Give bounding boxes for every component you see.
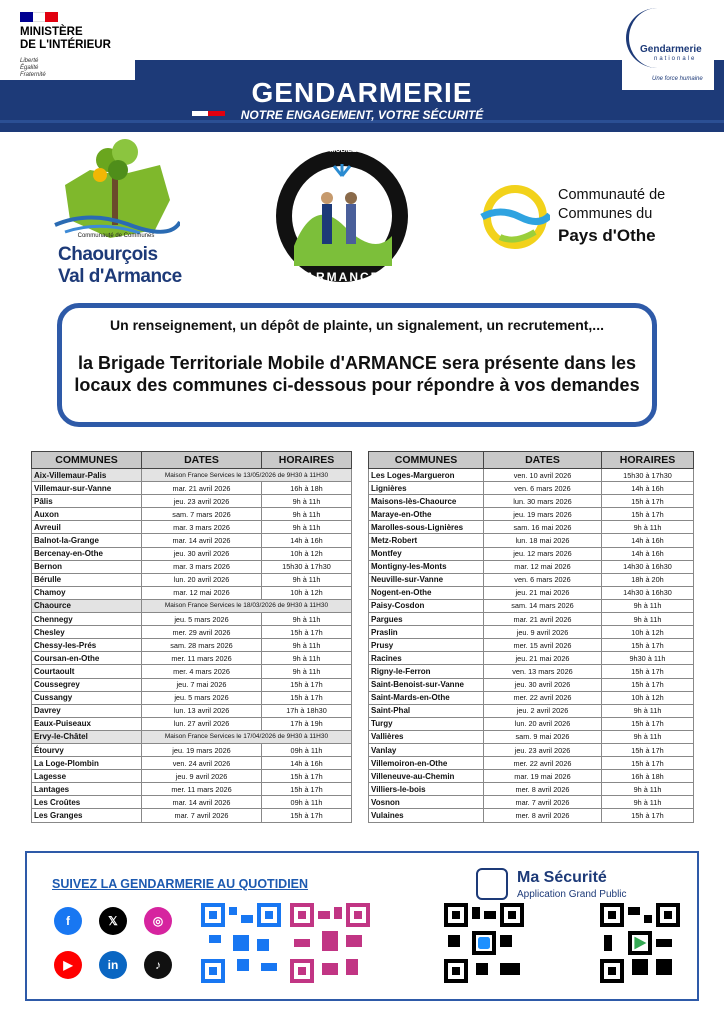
commune-cell: Paisy-Cosdon <box>369 599 484 612</box>
republique-flag-icon <box>20 12 58 22</box>
hours-cell: 9h à 11h <box>262 521 352 534</box>
date-cell: mar. 19 mai 2026 <box>484 770 602 783</box>
hours-cell: 9h à 11h <box>262 665 352 678</box>
btm-badge-top-text: BRIGADE TERRITORIALE MOBILE <box>300 140 386 154</box>
ma-securite-subtitle: Application Grand Public <box>517 889 627 900</box>
gn-name: Gendarmerie <box>640 44 702 55</box>
hours-cell: 15h à 17h <box>602 495 694 508</box>
ccc-name-line1: Chaourçois <box>58 244 158 265</box>
date-cell: jeu. 19 mars 2026 <box>484 508 602 521</box>
date-cell: mer. 15 avril 2026 <box>484 639 602 652</box>
date-cell: mar. 3 mars 2026 <box>142 560 262 573</box>
commune-cell: Courtaoult <box>32 665 142 678</box>
commune-cell: Maisons-lès-Chaource <box>369 495 484 508</box>
commune-cell: Chamoy <box>32 586 142 599</box>
commune-cell: Praslin <box>369 626 484 639</box>
hours-cell: 9h à 11h <box>262 495 352 508</box>
commune-cell: Pâlis <box>32 495 142 508</box>
date-cell: jeu. 7 mai 2026 <box>142 678 262 691</box>
hours-cell: 9h à 11h <box>262 639 352 652</box>
gn-slogan: Une force humaine <box>652 76 703 82</box>
hours-cell: 15h à 17h <box>602 678 694 691</box>
commune-cell: Coussegrey <box>32 678 142 691</box>
table-row <box>32 691 352 704</box>
commune-cell: Racines <box>369 652 484 665</box>
table-row <box>369 586 694 599</box>
table-row <box>32 586 352 599</box>
instagram-icon[interactable]: ◎ <box>144 907 172 935</box>
commune-cell: Bercenay-en-Othe <box>32 547 142 560</box>
hours-cell: 14h à 16h <box>602 547 694 560</box>
hours-cell: 9h à 11h <box>262 652 352 665</box>
date-cell: sam. 9 mai 2026 <box>484 730 602 743</box>
hours-cell: 14h30 à 16h30 <box>602 586 694 599</box>
table-row <box>369 599 694 612</box>
commune-cell: Cussangy <box>32 691 142 704</box>
hours-cell: 15h30 à 17h30 <box>262 560 352 573</box>
gn-national: nationale <box>654 56 697 62</box>
table-row <box>32 717 352 730</box>
table-row <box>369 469 694 482</box>
table-row <box>369 783 694 796</box>
table-row <box>32 508 352 521</box>
table-row <box>32 809 352 822</box>
table-row <box>32 547 352 560</box>
ccpo-line3: Pays d'Othe <box>558 226 656 245</box>
table-row <box>32 665 352 678</box>
commune-cell: Coursan-en-Othe <box>32 652 142 665</box>
table-row <box>32 560 352 573</box>
table-row <box>369 691 694 704</box>
commune-cell: Villemoiron-en-Othe <box>369 757 484 770</box>
table-row <box>32 495 352 508</box>
date-cell: sam. 14 mars 2026 <box>484 599 602 612</box>
hours-cell: 9h à 11h <box>602 783 694 796</box>
commune-cell: Saint-Phal <box>369 704 484 717</box>
table-row <box>369 495 694 508</box>
table-row <box>32 730 352 743</box>
table-row <box>369 508 694 521</box>
btm-badge-bottom-text: ARMANCE <box>305 270 381 284</box>
table-row <box>369 743 694 756</box>
date-cell: mar. 14 avril 2026 <box>142 796 262 809</box>
date-cell: ven. 13 mars 2026 <box>484 665 602 678</box>
table-row <box>32 534 352 547</box>
commune-cell: Vallières <box>369 730 484 743</box>
hours-cell: 15h à 17h <box>262 809 352 822</box>
date-cell: jeu. 2 avril 2026 <box>484 704 602 717</box>
header-horaires: HORAIRES <box>262 452 352 469</box>
date-cell: jeu. 9 avril 2026 <box>142 770 262 783</box>
hours-cell: 9h à 11h <box>602 599 694 612</box>
hours-cell: 10h à 12h <box>262 586 352 599</box>
facebook-qr-code[interactable] <box>201 903 281 983</box>
commune-cell: Lantages <box>32 783 142 796</box>
hours-cell: 15h à 17h <box>262 783 352 796</box>
date-cell: sam. 7 mars 2026 <box>142 508 262 521</box>
hours-cell: 9h à 11h <box>602 730 694 743</box>
hours-cell: 15h à 17h <box>262 770 352 783</box>
commune-cell: Vanlay <box>369 743 484 756</box>
ccpo-line2: Communes du <box>558 206 653 222</box>
hours-cell: 14h à 16h <box>602 534 694 547</box>
hours-cell: 18h à 20h <box>602 573 694 586</box>
table-row <box>32 770 352 783</box>
commune-cell: Lagesse <box>32 770 142 783</box>
google-play-qr-code[interactable] <box>600 903 680 983</box>
date-cell: jeu. 9 avril 2026 <box>484 626 602 639</box>
date-cell: lun. 30 mars 2026 <box>484 495 602 508</box>
hours-cell: 9h30 à 11h <box>602 652 694 665</box>
hours-cell: 16h à 18h <box>262 482 352 495</box>
ministry-title: MINISTÈRE DE L'INTÉRIEUR <box>20 26 111 51</box>
commune-cell: Metz-Robert <box>369 534 484 547</box>
table-row <box>369 717 694 730</box>
commune-cell: Eaux-Puiseaux <box>32 717 142 730</box>
hours-cell: 14h30 à 16h30 <box>602 560 694 573</box>
commune-cell: Saint-Mards-en-Othe <box>369 691 484 704</box>
header-dates: DATES <box>142 452 262 469</box>
date-cell: sam. 28 mars 2026 <box>142 639 262 652</box>
commune-cell: Saint-Benoist-sur-Vanne <box>369 678 484 691</box>
commune-cell: Villemaur-sur-Vanne <box>32 482 142 495</box>
date-cell: jeu. 21 mai 2026 <box>484 652 602 665</box>
hours-cell: 9h à 11h <box>262 508 352 521</box>
table-row <box>32 704 352 717</box>
table-row <box>32 626 352 639</box>
date-cell: mar. 7 avril 2026 <box>484 796 602 809</box>
table-row <box>369 573 694 586</box>
hours-cell: 09h à 11h <box>262 796 352 809</box>
hours-cell: 15h à 17h <box>262 678 352 691</box>
ccc-name-line2: Val d'Armance <box>58 266 182 287</box>
note-cell: Maison France Services le 18/03/2026 de 9H30 à 11H30 <box>142 599 352 612</box>
hours-cell: 15h à 17h <box>602 757 694 770</box>
hours-cell: 17h à 18h30 <box>262 704 352 717</box>
table-row <box>32 599 352 612</box>
commune-cell: Chessy-les-Prés <box>32 639 142 652</box>
commune-cell: Les Loges-Margueron <box>369 469 484 482</box>
commune-cell: Auxon <box>32 508 142 521</box>
date-cell: mer. 11 mars 2026 <box>142 652 262 665</box>
hours-cell: 14h à 16h <box>262 757 352 770</box>
hours-cell: 15h à 17h <box>602 639 694 652</box>
date-cell: lun. 18 mai 2026 <box>484 534 602 547</box>
date-cell: ven. 6 mars 2026 <box>484 573 602 586</box>
date-cell: jeu. 5 mars 2026 <box>142 691 262 704</box>
app-store-qr-code[interactable] <box>444 903 524 983</box>
date-cell: mar. 12 mai 2026 <box>142 586 262 599</box>
date-cell: sam. 16 mai 2026 <box>484 521 602 534</box>
header-dates: DATES <box>484 452 602 469</box>
table-row <box>369 482 694 495</box>
table-row <box>32 573 352 586</box>
commune-cell: Vosnon <box>369 796 484 809</box>
date-cell: jeu. 30 avril 2026 <box>142 547 262 560</box>
commune-cell: Vulaines <box>369 809 484 822</box>
commune-cell: Villiers-le-bois <box>369 783 484 796</box>
commune-cell: Davrey <box>32 704 142 717</box>
hours-cell: 15h à 17h <box>602 743 694 756</box>
date-cell: mer. 8 avril 2026 <box>484 783 602 796</box>
ccc-label: Communauté de Communes <box>77 233 155 239</box>
ccpo-line1: Communauté de <box>558 187 666 203</box>
hours-cell: 09h à 11h <box>262 743 352 756</box>
date-cell: mer. 22 avril 2026 <box>484 757 602 770</box>
table-row <box>32 482 352 495</box>
commune-cell: Chaource <box>32 599 142 612</box>
table-row <box>369 613 694 626</box>
hours-cell: 14h à 16h <box>262 534 352 547</box>
table-row <box>369 626 694 639</box>
hours-cell: 9h à 11h <box>602 796 694 809</box>
date-cell: mar. 7 avril 2026 <box>142 809 262 822</box>
x-twitter-icon[interactable]: 𝕏 <box>99 907 127 935</box>
hours-cell: 14h à 16h <box>602 482 694 495</box>
table-row <box>369 665 694 678</box>
hours-cell: 15h30 à 17h30 <box>602 469 694 482</box>
table-row <box>369 560 694 573</box>
table-row <box>32 796 352 809</box>
date-cell: ven. 24 avril 2026 <box>142 757 262 770</box>
date-cell: mar. 21 avril 2026 <box>484 613 602 626</box>
table-row <box>32 678 352 691</box>
commune-cell: Les Granges <box>32 809 142 822</box>
gendarmerie-title: GENDARMERIE <box>251 77 473 108</box>
commune-cell: Turgy <box>369 717 484 730</box>
date-cell: jeu. 5 mars 2026 <box>142 613 262 626</box>
date-cell: mar. 21 avril 2026 <box>142 482 262 495</box>
hours-cell: 9h à 11h <box>602 521 694 534</box>
commune-cell: Ervy-le-Châtel <box>32 730 142 743</box>
table-row <box>32 521 352 534</box>
ma-securite-app-icon <box>476 868 508 900</box>
date-cell: jeu. 30 avril 2026 <box>484 678 602 691</box>
date-cell: mar. 14 avril 2026 <box>142 534 262 547</box>
date-cell: mer. 29 avril 2026 <box>142 626 262 639</box>
hours-cell: 10h à 12h <box>602 626 694 639</box>
table-row <box>32 783 352 796</box>
commune-cell: Les Croûtes <box>32 796 142 809</box>
hours-cell: 15h à 17h <box>602 717 694 730</box>
message-main: la Brigade Territoriale Mobile d'ARMANCE sera présente dans les locaux des communes ci-dessous pour répondre à vos demandes <box>74 353 640 395</box>
commune-cell: Lignières <box>369 482 484 495</box>
date-cell: jeu. 23 avril 2026 <box>142 495 262 508</box>
table-row <box>369 796 694 809</box>
ccpo-swirl-icon <box>480 182 550 252</box>
table-row <box>32 469 352 482</box>
hours-cell: 10h à 12h <box>262 547 352 560</box>
date-cell: ven. 10 avril 2026 <box>484 469 602 482</box>
date-cell: lun. 27 avril 2026 <box>142 717 262 730</box>
commune-cell: Montigny-les-Monts <box>369 560 484 573</box>
commune-cell: Neuville-sur-Vanne <box>369 573 484 586</box>
commune-cell: Aix-Villemaur-Palis <box>32 469 142 482</box>
hours-cell: 9h à 11h <box>602 613 694 626</box>
date-cell: mar. 12 mai 2026 <box>484 560 602 573</box>
linkedin-icon[interactable]: in <box>99 951 127 979</box>
hours-cell: 16h à 18h <box>602 770 694 783</box>
date-cell: jeu. 19 mars 2026 <box>142 743 262 756</box>
commune-cell: Chesley <box>32 626 142 639</box>
commune-cell: Pargues <box>369 613 484 626</box>
date-cell: jeu. 21 mai 2026 <box>484 586 602 599</box>
schedule-table-left <box>31 451 352 823</box>
table-row <box>369 678 694 691</box>
info-message-box <box>57 303 657 427</box>
commune-cell: Étourvy <box>32 743 142 756</box>
commune-cell: Chennegy <box>32 613 142 626</box>
table-row <box>32 757 352 770</box>
date-cell: mer. 22 avril 2026 <box>484 691 602 704</box>
header-horaires: HORAIRES <box>602 452 694 469</box>
commune-cell: Prusy <box>369 639 484 652</box>
date-cell: jeu. 12 mars 2026 <box>484 547 602 560</box>
ma-securite-title: Ma Sécurité <box>517 869 607 886</box>
header-communes: COMMUNES <box>32 452 142 469</box>
commune-cell: Maraye-en-Othe <box>369 508 484 521</box>
table-row <box>32 652 352 665</box>
follow-link[interactable]: SUIVEZ LA GENDARMERIE AU QUOTIDIEN <box>52 877 309 891</box>
table-row <box>32 639 352 652</box>
republic-motto: Liberté Égalité Fraternité <box>20 58 46 78</box>
date-cell: jeu. 23 avril 2026 <box>484 743 602 756</box>
hours-cell: 10h à 12h <box>602 691 694 704</box>
instagram-qr-code[interactable] <box>290 903 370 983</box>
date-cell: ven. 6 mars 2026 <box>484 482 602 495</box>
hours-cell: 17h à 19h <box>262 717 352 730</box>
hours-cell: 9h à 11h <box>262 573 352 586</box>
note-cell: Maison France Services le 17/04/2026 de 9H30 à 11H30 <box>142 730 352 743</box>
commune-cell: Villeneuve-au-Chemin <box>369 770 484 783</box>
date-cell: mer. 4 mars 2026 <box>142 665 262 678</box>
table-row <box>369 770 694 783</box>
gendarmerie-subtitle: NOTRE ENGAGEMENT, VOTRE SÉCURITÉ <box>240 108 484 122</box>
date-cell: mar. 3 mars 2026 <box>142 521 262 534</box>
table-row <box>369 704 694 717</box>
table-row <box>32 613 352 626</box>
hours-cell: 9h à 11h <box>602 704 694 717</box>
commune-cell: Avreuil <box>32 521 142 534</box>
commune-cell: La Loge-Plombin <box>32 757 142 770</box>
hours-cell: 15h à 17h <box>602 508 694 521</box>
date-cell: lun. 13 avril 2026 <box>142 704 262 717</box>
table-row <box>369 639 694 652</box>
date-cell: mer. 11 mars 2026 <box>142 783 262 796</box>
date-cell: lun. 20 avril 2026 <box>484 717 602 730</box>
commune-cell: Marolles-sous-Lignières <box>369 521 484 534</box>
youtube-icon[interactable]: ▶ <box>54 951 82 979</box>
table-row <box>369 521 694 534</box>
schedule-table-right <box>368 451 694 823</box>
facebook-icon[interactable]: f <box>54 907 82 935</box>
date-cell: lun. 20 avril 2026 <box>142 573 262 586</box>
commune-cell: Nogent-en-Othe <box>369 586 484 599</box>
note-cell: Maison France Services le 13/05/2026 de 9H30 à 11H30 <box>142 469 352 482</box>
hours-cell: 15h à 17h <box>262 691 352 704</box>
message-intro: Un renseignement, un dépôt de plainte, un signalement, un recrutement,... <box>110 317 604 333</box>
header-communes: COMMUNES <box>369 452 484 469</box>
commune-cell: Bérulle <box>32 573 142 586</box>
table-row <box>369 730 694 743</box>
commune-cell: Balnot-la-Grange <box>32 534 142 547</box>
table-row <box>369 652 694 665</box>
table-row <box>369 547 694 560</box>
table-row <box>369 757 694 770</box>
hours-cell: 15h à 17h <box>602 665 694 678</box>
date-cell: mer. 8 avril 2026 <box>484 809 602 822</box>
hours-cell: 15h à 17h <box>602 809 694 822</box>
table-row <box>369 809 694 822</box>
commune-cell: Rigny-le-Ferron <box>369 665 484 678</box>
commune-cell: Bernon <box>32 560 142 573</box>
tiktok-icon[interactable]: ♪ <box>144 951 172 979</box>
table-row <box>32 743 352 756</box>
hours-cell: 9h à 11h <box>262 613 352 626</box>
commune-cell: Montfey <box>369 547 484 560</box>
table-row <box>369 534 694 547</box>
hours-cell: 15h à 17h <box>262 626 352 639</box>
